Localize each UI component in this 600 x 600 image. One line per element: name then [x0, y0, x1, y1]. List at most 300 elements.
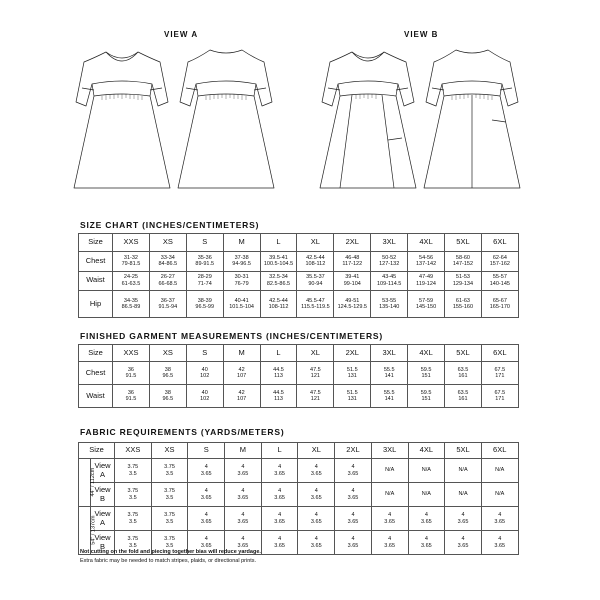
value-line-2: 3.65 — [347, 542, 359, 549]
size-l-header: L — [260, 345, 297, 362]
yardage-cell — [225, 483, 262, 507]
size-chart-title: SIZE CHART (INCHES/CENTIMETERS) — [80, 220, 260, 230]
value-line-1: 63.5 — [457, 389, 469, 396]
row-label-hip: Hip — [79, 291, 113, 318]
measurement-cell — [445, 362, 482, 385]
not-available-cell: N/A — [371, 483, 408, 507]
size-3xl-header: 3XL — [371, 234, 408, 252]
value-line-1: 4 — [388, 536, 392, 543]
measurement-cell — [334, 385, 371, 408]
value-line-2: 3.5 — [165, 518, 174, 525]
yardage-cell — [298, 507, 335, 531]
table-row — [79, 271, 519, 291]
measurement-cell — [371, 291, 408, 318]
value-line-1: 40 — [201, 366, 208, 373]
measurement-cell — [334, 362, 371, 385]
value-line-1: 32.5-34 — [269, 274, 288, 281]
measurement-cell — [149, 252, 186, 272]
value-line-2: 108-112 — [305, 261, 326, 268]
value-line-2: 3.65 — [200, 470, 212, 477]
measurement-cell — [371, 385, 408, 408]
value-line-1: 53-55 — [382, 297, 397, 304]
yardage-cell — [298, 531, 335, 555]
measurement-cell — [186, 291, 223, 318]
value-line-1: 3.75 — [164, 512, 175, 519]
value-line-2: 102 — [200, 396, 210, 402]
table-row — [79, 362, 519, 385]
table-row — [79, 459, 519, 483]
measurement-cell — [186, 385, 223, 408]
value-line-2: 100.5-104.5 — [263, 261, 294, 268]
value-line-1: 31-32 — [123, 254, 138, 261]
yardage-cell — [261, 507, 298, 531]
measurement-cell — [149, 362, 186, 385]
value-line-1: 42 — [238, 389, 245, 396]
value-line-2: 3.65 — [237, 494, 249, 501]
value-line-1: 4 — [498, 512, 502, 519]
measurement-cell — [297, 271, 334, 291]
value-line-1: 4 — [204, 536, 208, 543]
value-line-2: 107 — [237, 396, 247, 402]
size-5xl-header: 5XL — [445, 345, 482, 362]
value-line-2: 171 — [495, 396, 505, 402]
value-line-1: 36 — [127, 389, 134, 396]
value-line-1: 36 — [127, 366, 134, 373]
measurement-cell — [408, 362, 445, 385]
value-line-1: 61-63 — [455, 297, 470, 304]
measurement-cell — [260, 271, 297, 291]
value-line-2: 121 — [310, 396, 320, 402]
value-line-1: 42.5-44 — [306, 254, 325, 261]
value-line-1: 38 — [164, 389, 171, 396]
measurement-cell — [408, 252, 445, 272]
size-5xl-header: 5XL — [445, 234, 482, 252]
value-line-1: 4 — [351, 536, 355, 543]
value-line-2: 3.65 — [420, 542, 432, 549]
value-line-1: 40-41 — [234, 297, 249, 304]
size-xl-header: XL — [298, 443, 335, 459]
value-line-1: 3.75 — [164, 536, 175, 543]
table-row — [79, 483, 519, 507]
finished-measurements-table — [78, 344, 519, 408]
view-letter: A — [99, 469, 105, 479]
extra-fabric-note: Extra fabric may be needed to match stripes, plaids, or directional prints. — [80, 558, 257, 564]
value-line-2: 101.5-104 — [229, 304, 254, 310]
size-header-cell: Size — [79, 234, 113, 252]
yardage-cell — [188, 507, 225, 531]
yardage-cell — [115, 459, 152, 483]
value-line-2: 3.65 — [200, 518, 212, 525]
value-line-2: 3.5 — [165, 494, 174, 501]
measurement-cell — [186, 252, 223, 272]
value-line-1: 37-38 — [234, 254, 249, 261]
size-6xl-header: 6XL — [481, 234, 518, 252]
table-row — [79, 252, 519, 272]
value-line-1: 3.75 — [164, 488, 175, 495]
yardage-cell — [371, 531, 408, 555]
measurement-cell — [223, 291, 260, 318]
value-line-2: 113 — [274, 396, 283, 402]
measurement-cell — [481, 385, 518, 408]
value-line-2: 76-79 — [234, 280, 249, 287]
view-word: View — [94, 484, 111, 494]
value-line-2: 127-132 — [379, 261, 400, 268]
yardage-cell — [261, 483, 298, 507]
value-line-1: 62-64 — [492, 254, 507, 261]
measurement-cell — [297, 291, 334, 318]
size-s-header: S — [188, 443, 225, 459]
value-line-1: 4 — [241, 512, 245, 519]
value-line-1: 47-49 — [419, 274, 434, 281]
size-header-cell: Size — [79, 443, 115, 459]
measurement-cell — [481, 362, 518, 385]
yardage-cell — [481, 531, 518, 555]
measurement-cell — [481, 252, 518, 272]
header-row — [79, 443, 519, 459]
value-line-2: 3.65 — [274, 542, 285, 549]
measurement-cell — [149, 385, 186, 408]
size-header-cell: Size — [79, 345, 113, 362]
value-line-2: 109-114.5 — [376, 280, 402, 287]
value-line-2: 61-63.5 — [121, 280, 141, 287]
view-word: View — [94, 508, 111, 518]
size-2xl-header: 2XL — [335, 443, 372, 459]
value-line-2: 3.65 — [274, 518, 285, 525]
measurement-cell — [371, 362, 408, 385]
measurement-cell — [223, 362, 260, 385]
value-line-1: 33-34 — [160, 254, 175, 261]
value-line-2: 3.65 — [384, 518, 396, 525]
row-label-chest: Chest — [79, 252, 113, 272]
measurement-cell — [260, 252, 297, 272]
size-m-header: M — [223, 234, 260, 252]
view-a-illustration — [72, 40, 282, 200]
yardage-cell — [261, 459, 298, 483]
size-xs-header: XS — [149, 345, 186, 362]
yardage-cell — [225, 459, 262, 483]
measurement-cell — [113, 271, 150, 291]
view-a-title: VIEW A — [164, 30, 199, 39]
value-line-1: 4 — [241, 464, 245, 471]
value-line-1: 59.5 — [420, 366, 432, 373]
value-line-2: 3.5 — [129, 542, 137, 549]
value-line-2: 3.65 — [494, 518, 506, 525]
value-line-2: 3.65 — [274, 470, 285, 477]
value-line-1: 3.75 — [164, 464, 175, 471]
yardage-cell — [151, 459, 188, 483]
yardage-cell — [335, 507, 372, 531]
size-4xl-header: 4XL — [408, 443, 445, 459]
fabric-width-label: 44" / 112cm — [90, 468, 97, 497]
measurement-cell — [149, 291, 186, 318]
not-available-cell: N/A — [408, 459, 445, 483]
value-line-1: 63.5 — [457, 366, 469, 373]
value-line-2: 3.65 — [310, 470, 322, 477]
not-available-cell: N/A — [481, 459, 518, 483]
measurement-cell — [260, 291, 297, 318]
measurement-cell — [334, 271, 371, 291]
value-line-1: 35-36 — [197, 254, 212, 261]
value-line-2: 165-170 — [489, 304, 510, 310]
value-line-1: 36-37 — [160, 297, 175, 304]
size-l-header: L — [260, 234, 297, 252]
value-line-1: 4 — [388, 512, 392, 519]
value-line-1: 4 — [314, 464, 318, 471]
yardage-cell — [445, 507, 482, 531]
value-line-2: 3.5 — [129, 494, 137, 501]
yardage-cell — [335, 483, 372, 507]
view-letter: B — [99, 541, 105, 551]
value-line-2: 3.65 — [420, 518, 432, 525]
value-line-1: 4 — [461, 536, 465, 543]
value-line-1: 45.5-47 — [306, 297, 325, 304]
size-chart-table — [78, 233, 519, 318]
value-line-1: 30-31 — [234, 274, 249, 281]
value-line-2: 141 — [384, 396, 394, 402]
value-line-2: 145-150 — [415, 304, 437, 310]
table-row — [79, 507, 519, 531]
table-row — [79, 291, 519, 318]
value-line-2: 91.5-94 — [158, 304, 178, 310]
value-line-2: 3.65 — [457, 518, 469, 525]
value-line-1: 4 — [204, 512, 208, 519]
value-line-1: 3.75 — [127, 464, 139, 471]
measurement-cell — [481, 271, 518, 291]
value-line-2: 96.5-99 — [195, 304, 215, 310]
measurement-cell — [186, 362, 223, 385]
value-line-1: 24-25 — [123, 274, 138, 281]
value-line-1: 49-51 — [345, 297, 360, 304]
value-line-2: 3.65 — [494, 542, 506, 549]
not-available-cell: N/A — [408, 483, 445, 507]
value-line-1: 38-39 — [197, 297, 212, 304]
value-line-1: 43-45 — [382, 274, 397, 281]
value-line-2: 151 — [421, 373, 431, 379]
value-line-1: 39.5-41 — [269, 254, 288, 261]
value-line-2: 140-145 — [489, 280, 510, 287]
value-line-1: 3.75 — [127, 488, 139, 495]
measurement-cell — [371, 271, 408, 291]
value-line-2: 102 — [200, 373, 210, 379]
value-line-1: 42 — [238, 366, 245, 373]
value-line-2: 161 — [458, 373, 468, 379]
value-line-2: 3.5 — [165, 470, 174, 477]
value-line-1: 28-29 — [197, 274, 212, 281]
size-s-header: S — [186, 234, 223, 252]
view-word: View — [94, 460, 111, 470]
value-line-2: 82.5-86.5 — [266, 280, 291, 287]
size-s-header: S — [186, 345, 223, 362]
value-line-1: 34-35 — [123, 297, 138, 304]
value-line-1: 4 — [204, 488, 208, 495]
measurement-cell — [223, 252, 260, 272]
value-line-1: 57-59 — [419, 297, 434, 304]
fabric-requirements-table — [78, 442, 519, 555]
yardage-cell — [408, 531, 445, 555]
measurement-cell — [186, 271, 223, 291]
value-line-2: 86.5-89 — [121, 304, 141, 310]
yardage-cell — [408, 507, 445, 531]
fabric-width-cell — [79, 507, 97, 555]
value-line-1: 4 — [351, 488, 355, 495]
fabric-requirements-title: FABRIC REQUIREMENTS (YARDS/METERS) — [80, 427, 285, 437]
value-line-2: 94-96.5 — [232, 261, 251, 268]
value-line-1: 55.5 — [383, 389, 395, 396]
size-3xl-header: 3XL — [371, 345, 408, 362]
value-line-2: 3.5 — [129, 470, 137, 477]
view-a-back-dress — [178, 50, 274, 188]
row-label-waist: Waist — [79, 385, 113, 408]
value-line-2: 66-68.5 — [158, 280, 178, 287]
size-xl-header: XL — [297, 234, 334, 252]
measurement-cell — [113, 362, 150, 385]
size-4xl-header: 4XL — [408, 234, 445, 252]
yardage-cell — [261, 531, 298, 555]
value-line-2: 3.65 — [200, 542, 212, 549]
measurement-cell — [260, 362, 297, 385]
not-available-cell: N/A — [371, 459, 408, 483]
value-line-2: 108-112 — [268, 304, 289, 310]
value-line-2: 151 — [421, 396, 431, 402]
value-line-1: 54-56 — [419, 254, 434, 261]
value-line-1: 39-41 — [345, 274, 360, 281]
value-line-1: 4 — [461, 512, 465, 519]
value-line-1: 4 — [278, 536, 282, 543]
value-line-1: 4 — [278, 512, 282, 519]
value-line-1: 4 — [424, 512, 428, 519]
measurement-cell — [223, 271, 260, 291]
measurement-cell — [371, 252, 408, 272]
measurement-cell — [113, 252, 150, 272]
measurement-cell — [260, 385, 297, 408]
header-row — [79, 234, 519, 252]
yardage-cell — [335, 459, 372, 483]
yardage-cell — [188, 459, 225, 483]
size-xs-header: XS — [149, 234, 186, 252]
header-row — [79, 345, 519, 362]
value-line-2: 3.65 — [237, 518, 249, 525]
value-line-2: 3.65 — [200, 494, 212, 501]
value-line-2: 91.5 — [125, 396, 137, 402]
value-line-1: 44.5 — [273, 389, 284, 396]
value-line-2: 84-86.5 — [158, 261, 178, 268]
value-line-2: 71-74 — [197, 280, 212, 287]
value-line-2: 96.5 — [162, 373, 174, 379]
value-line-1: 4 — [351, 464, 355, 471]
size-xxs-header: XXS — [113, 234, 150, 252]
measurement-cell — [445, 252, 482, 272]
value-line-2: 90-94 — [308, 280, 323, 287]
value-line-1: 51.5 — [346, 389, 358, 396]
value-line-1: 4 — [314, 536, 318, 543]
value-line-2: 79-81.5 — [121, 261, 141, 268]
not-available-cell: N/A — [481, 483, 518, 507]
value-line-2: 3.65 — [457, 542, 469, 549]
value-line-1: 3.75 — [127, 536, 139, 543]
value-line-2: 3.65 — [274, 494, 285, 501]
value-line-1: 44.5 — [273, 366, 284, 373]
view-letter: B — [99, 493, 105, 503]
yardage-cell — [115, 507, 152, 531]
value-line-2: 3.65 — [347, 470, 359, 477]
size-2xl-header: 2XL — [334, 345, 371, 362]
view-b-front-dress — [320, 52, 416, 188]
value-line-1: 46-48 — [345, 254, 360, 261]
measurement-cell — [408, 385, 445, 408]
size-3xl-header: 3XL — [371, 443, 408, 459]
size-xxs-header: XXS — [113, 345, 150, 362]
size-xxs-header: XXS — [115, 443, 152, 459]
value-line-2: 91.5 — [125, 373, 137, 379]
view-word: View — [94, 532, 111, 542]
value-line-1: 59.5 — [420, 389, 432, 396]
value-line-1: 47.5 — [310, 389, 321, 396]
value-line-2: 135-140 — [379, 304, 400, 310]
value-line-1: 55.5 — [383, 366, 395, 373]
measurement-cell — [334, 252, 371, 272]
value-line-1: 4 — [498, 536, 502, 543]
value-line-2: 124.5-129.5 — [337, 304, 367, 310]
value-line-2: 117-122 — [342, 261, 363, 268]
fabric-width-cell — [79, 459, 97, 507]
yardage-cell — [335, 531, 372, 555]
yardage-cell — [445, 531, 482, 555]
value-line-2: 3.65 — [347, 494, 359, 501]
table-row — [79, 385, 519, 408]
view-b-back-dress — [424, 50, 520, 188]
measurement-cell — [445, 291, 482, 318]
measurement-cell — [297, 385, 334, 408]
not-available-cell: N/A — [445, 483, 482, 507]
value-line-2: 147-152 — [452, 261, 474, 268]
measurement-cell — [445, 271, 482, 291]
size-2xl-header: 2XL — [334, 234, 371, 252]
value-line-1: 4 — [241, 536, 245, 543]
yardage-cell — [225, 507, 262, 531]
not-available-cell: N/A — [445, 459, 482, 483]
value-line-2: 161 — [458, 396, 468, 402]
finished-measurements-title: FINISHED GARMENT MEASUREMENTS (INCHES/CENTIMETERS) — [80, 331, 384, 341]
yardage-cell — [115, 483, 152, 507]
value-line-2: 3.5 — [129, 518, 137, 525]
value-line-1: 65-67 — [492, 297, 507, 304]
value-line-1: 4 — [278, 488, 282, 495]
value-line-1: 35.5-37 — [306, 274, 325, 281]
measurement-cell — [113, 385, 150, 408]
value-line-2: 107 — [237, 373, 247, 379]
value-line-2: 3.65 — [237, 542, 249, 549]
row-label-chest: Chest — [79, 362, 113, 385]
value-line-2: 3.65 — [384, 542, 396, 549]
yardage-note: Not cutting on the fold and piecing together bias will reduce yardage. — [80, 549, 261, 555]
value-line-2: 119-124 — [416, 280, 436, 287]
value-line-1: 4 — [424, 536, 428, 543]
value-line-2: 3.65 — [310, 542, 322, 549]
value-line-1: 40 — [201, 389, 208, 396]
yardage-cell — [298, 483, 335, 507]
row-label-waist: Waist — [79, 271, 113, 291]
measurement-cell — [334, 291, 371, 318]
measurement-cell — [408, 291, 445, 318]
value-line-1: 4 — [314, 488, 318, 495]
yardage-cell — [298, 459, 335, 483]
size-6xl-header: 6XL — [481, 345, 518, 362]
yardage-cell — [151, 483, 188, 507]
size-m-header: M — [225, 443, 262, 459]
measurement-cell — [408, 271, 445, 291]
value-line-2: 155-160 — [452, 304, 474, 310]
yardage-cell — [481, 507, 518, 531]
